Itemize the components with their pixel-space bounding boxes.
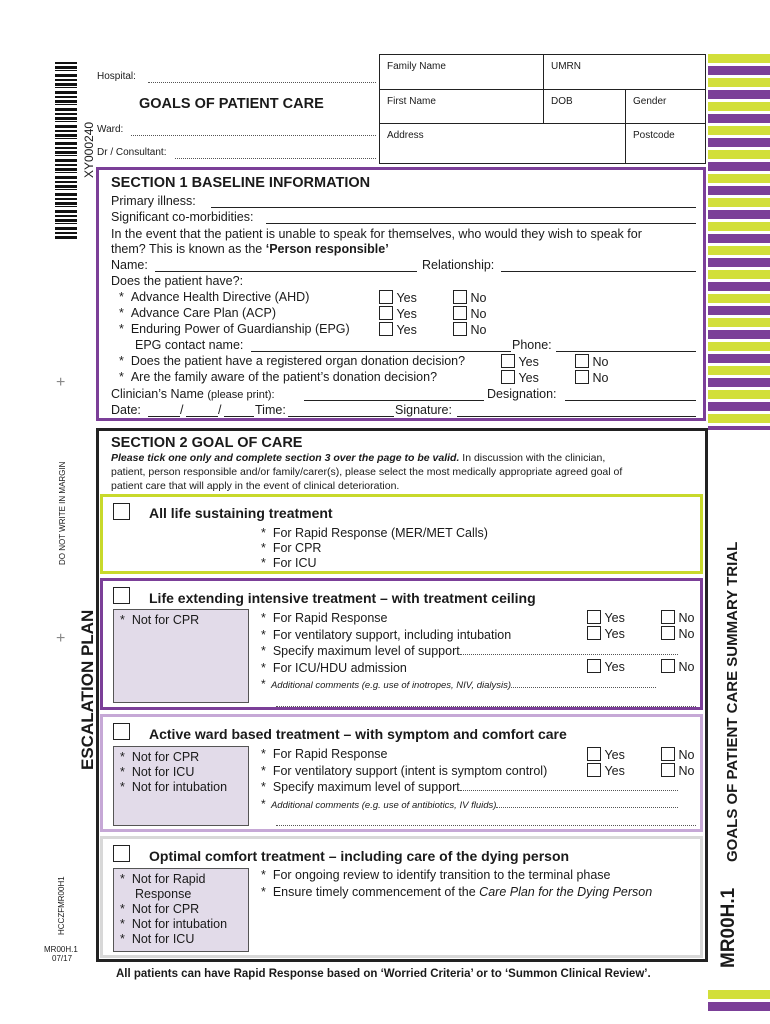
primary-illness-field[interactable] [211,207,696,208]
option4-title: Optimal comfort treatment – including care of the dying person [149,848,570,864]
option3-comments-field[interactable] [496,798,678,808]
signature-label: Signature: [395,403,452,417]
section2-instruction-3: patient care that will apply in the event of clinical deterioration. [111,480,400,492]
designation-label: Designation: [487,387,557,401]
patient-id-box [379,54,706,164]
name-label: Name: [111,258,148,272]
opt2-rapid-no-checkbox[interactable] [661,610,675,624]
address-label: Address [387,130,424,141]
name-field[interactable] [155,271,417,272]
option3-item: Specify maximum level of support [272,780,460,794]
option2-side-panel: * Not for CPR [113,609,249,703]
option3-checkbox[interactable] [113,723,130,740]
header-left [93,54,379,164]
option2-item: For ICU/HDU admission [272,660,407,675]
option3-comments-label: Additional comments (e.g. use of antibiotics, IV fluids) [270,799,497,811]
crosshair-mark: + [56,630,66,647]
clinician-name-field[interactable] [304,400,484,401]
option1-checkbox[interactable] [113,503,130,520]
relationship-field[interactable] [501,271,696,272]
option2-title: Life extending intensive treatment – with treatment ceiling [149,590,536,606]
footer-note: All patients can have Rapid Response based on ‘Worried Criteria’ or to ‘Summon Clinical Review’. [116,968,651,980]
option4-side-item: Not for Rapid [131,872,206,886]
person-responsible: ‘Person responsible’ [265,242,389,256]
option3-item: For Rapid Response [272,747,388,761]
option3-box: Active ward based treatment – with symptom and comfort care * Not for CPR * Not for ICU * Not for intubation * For Rapid Response * For ventilatory support (intent is symptom control) * Specify maximum level of support * Additional comments (e.g. use of antibiotics, IV fluids) Yes No Yes No [100,714,703,832]
date-day-field[interactable] [148,416,180,417]
care-plan-dying: Care Plan for the Dying Person [479,884,653,899]
organ-yes-checkbox[interactable] [501,354,515,368]
option3-item: For ventilatory support (intent is symptom control) [272,763,548,778]
date-year-field[interactable] [224,416,254,417]
opt2-vent-no-checkbox[interactable] [661,626,675,640]
epg-contact-field[interactable] [251,351,511,352]
hospital-label: Hospital: [97,71,136,82]
opt3-rapid-yes-checkbox[interactable] [587,747,601,761]
option4-side-panel: * Not for Rapid Response * Not for CPR * Not for intubation * Not for ICU [113,868,249,952]
option2-box: Life extending intensive treatment – with treatment ceiling * Not for CPR * For Rapid Response * For ventilatory support, including intubation * Specify maximum level of support * For ICU/HDU admission * Additional comments (e.g. use of inotropes, NIV, dialysis) Yes No Yes No Yes No [100,578,703,710]
organ-donation-question: Does the patient have a registered organ donation decision? [130,354,466,368]
ward-field[interactable] [131,135,376,136]
trial-title: GOALS OF PATIENT CARE SUMMARY TRIAL [724,541,741,862]
section2-instruction-bold: Please tick one only and complete section 3 over the page to be valid. [111,452,460,464]
option3-comments-line2[interactable] [276,814,696,826]
barcode-number: XY000240 [82,121,96,178]
option4-item: Ensure timely commencement of the [272,884,480,899]
section2-instruction-2: patient, person responsible and/or family/carer(s), please select the most medically appropriate agreed goal of [111,466,623,478]
time-field[interactable] [288,416,394,417]
epg-contact-label: EPG contact name: [135,338,244,352]
option2-item: Specify maximum level of support [272,644,460,658]
option1-item: For ICU [272,556,317,570]
acp-label: Advance Care Plan (ACP) [130,306,277,320]
ward-label: Ward: [97,124,124,135]
option4-checkbox[interactable] [113,845,130,862]
form-id-small: MR00H.1 [44,945,78,954]
please-print: (please print): [207,389,275,401]
option2-item: For ventilatory support, including intubation [272,627,512,642]
crosshair-mark: + [56,374,66,391]
speak-question-2: them? This is known as the [111,242,266,256]
max-support-field[interactable] [460,644,678,655]
comorbidities-label: Significant co-morbidities: [111,210,254,224]
option1-title: All life sustaining treatment [149,505,333,521]
option4-item: For ongoing review to identify transition to the terminal phase [272,868,611,882]
option3-side-item: Not for CPR [131,750,200,764]
form-code: HCCZFMR00H1 [57,876,66,935]
opt2-rapid-yes-checkbox[interactable] [587,610,601,624]
phone-field[interactable] [556,351,696,352]
form-id-large: MR00H.1 [718,887,739,968]
option3-title: Active ward based treatment – with symptom and comfort care [149,726,567,742]
option2-side-item: Not for CPR [131,613,200,627]
designation-field[interactable] [565,400,696,401]
ahd-no-checkbox[interactable] [453,290,467,304]
family-aware-yes-checkbox[interactable] [501,370,515,384]
gender-label: Gender [633,96,667,107]
option4-box: Optimal comfort treatment – including care of the dying person * Not for Rapid Response * Not for CPR * Not for intubation * Not for ICU * For ongoing review to identify transition to the terminal phase * Ensure timely commencement of the Care Plan for the Dying Person [100,836,703,958]
primary-illness-label: Primary illness: [111,194,196,208]
opt3-rapid-no-checkbox[interactable] [661,747,675,761]
option3-max-support-field[interactable] [460,780,678,791]
opt2-icu-yes-checkbox[interactable] [587,659,601,673]
date-month-field[interactable] [186,416,218,417]
opt2-vent-yes-checkbox[interactable] [587,626,601,640]
epg-label: Enduring Power of Guardianship (EPG) [130,322,350,336]
organ-no-checkbox[interactable] [575,354,589,368]
time-label: Time: [255,403,286,417]
consultant-field[interactable] [175,158,376,159]
comorbidities-field[interactable] [266,223,696,224]
option2-comments-line2[interactable] [276,695,696,707]
family-name-label: Family Name [387,61,446,72]
option3-side-item: Not for intubation [131,780,228,794]
epg-yes-checkbox[interactable] [379,322,393,336]
ahd-label: Advance Health Directive (AHD) [130,290,310,304]
option4-side-item: Not for ICU [131,932,195,946]
postcode-label: Postcode [633,130,675,141]
opt3-vent-no-checkbox[interactable] [661,763,675,777]
speak-question: In the event that the patient is unable to speak for themselves, who would they wish to speak for [111,227,642,241]
consultant-label: Dr / Consultant: [97,147,167,158]
relationship-label: Relationship: [422,258,495,272]
family-aware-question: Are the family aware of the patient’s donation decision? [130,370,438,384]
option2-comments-label: Additional comments (e.g. use of inotropes, NIV, dialysis) [270,680,512,691]
section2-instruction: In discussion with the clinician, [459,452,606,464]
first-name-label: First Name [387,96,436,107]
opt3-vent-yes-checkbox[interactable] [587,763,601,777]
option1-box: All life sustaining treatment * For Rapid Response (MER/MET Calls) * For CPR * For ICU [100,494,703,574]
epg-no-checkbox[interactable] [453,322,467,336]
option1-item: For Rapid Response (MER/MET Calls) [272,526,488,540]
option2-item: For Rapid Response [272,611,388,625]
section1-title: SECTION 1 BASELINE INFORMATION [111,175,371,191]
form-date: 07/17 [52,954,73,963]
option4-side-item: Not for intubation [131,917,228,931]
option2-checkbox[interactable] [113,587,130,604]
hospital-field[interactable] [148,82,376,83]
escalation-plan-label: ESCALATION PLAN [78,609,97,770]
acp-no-checkbox[interactable] [453,306,467,320]
date-label: Date: [111,403,141,417]
option3-side-item: Not for ICU [131,765,195,779]
opt2-icu-no-checkbox[interactable] [661,659,675,673]
does-patient-have: Does the patient have?: [111,274,244,288]
family-aware-no-checkbox[interactable] [575,370,589,384]
signature-field[interactable] [457,416,696,417]
option4-side-item: Not for CPR [131,902,200,916]
option4-side-item: Response [135,887,192,901]
barcode [55,62,77,240]
clinician-name-label: Clinician’s Name [111,387,204,401]
acp-yes-checkbox[interactable] [379,306,393,320]
dob-label: DOB [551,96,573,107]
ahd-yes-checkbox[interactable] [379,290,393,304]
section1-box: SECTION 1 BASELINE INFORMATION Primary illness: Significant co-morbidities: In the event that the patient is unable to speak for themselves, who would they wish to speak for them? This is known as the ‘Person responsible’ Name: Relationship: Does the patient have?: * Advance Health Directive (AHD) Yes No * Advance Care Plan (ACP) Yes No * Enduring Power of Guardianship (EPG) Yes No EPG contact name: Phone: * Does the patient have a registered organ donation decision? Yes No * Are the family aware of the patient’s donation decision? Yes No Clinician’s Name (please print): Designation: Date: / / Time: Signature: [96,167,706,421]
do-not-write-label: DO NOT WRITE IN MARGIN [58,461,67,565]
form-title: GOALS OF PATIENT CARE [139,96,324,112]
phone-label: Phone: [512,338,552,352]
umrn-label: UMRN [551,61,581,72]
option1-item: For CPR [272,541,322,555]
section2-title: SECTION 2 GOAL OF CARE [111,435,303,451]
option2-comments-field[interactable] [511,678,656,688]
option3-side-panel: * Not for CPR * Not for ICU * Not for intubation [113,746,249,826]
